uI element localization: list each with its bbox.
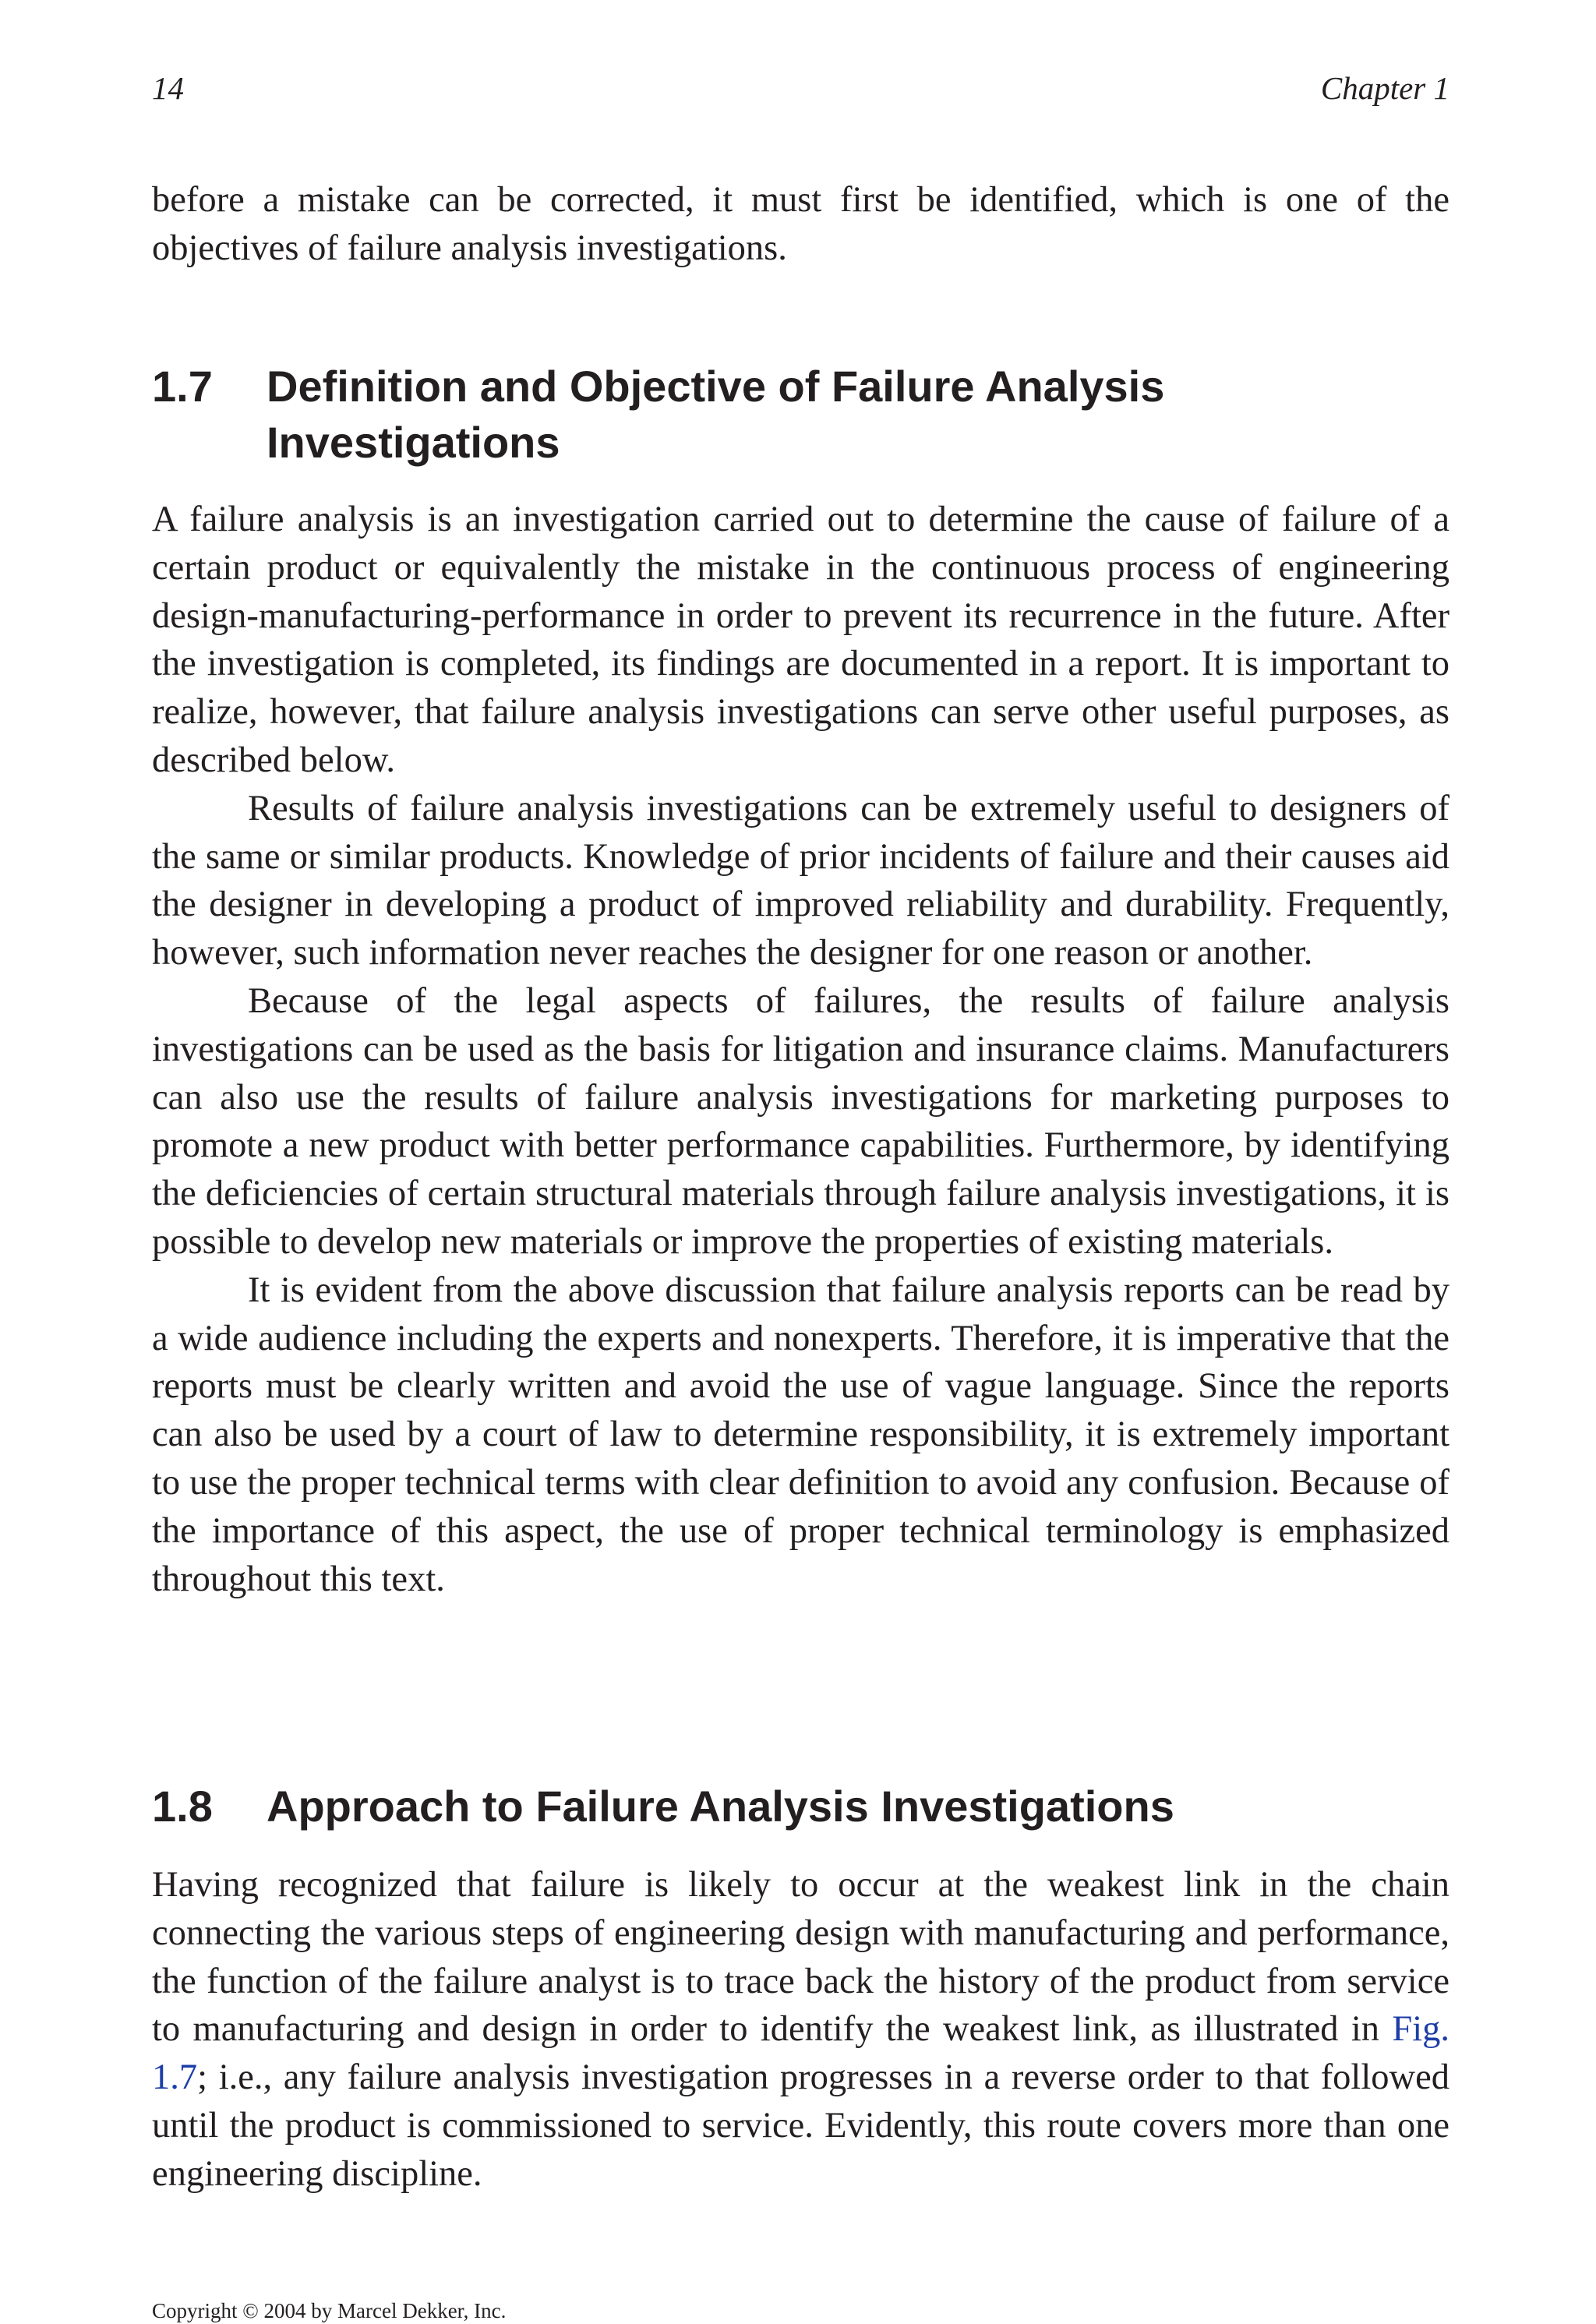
paragraph: It is evident from the above discussion that failure analysis reports can be read by a wide audience including the experts and nonexperts. Therefore, it is imperative that the reports must be clearly written and avoid the use of vague language. Since the reports can also be used by a court of law to determine responsibility, it is extremely important to use the proper technical terms with clear definition to avoid any confusion. Because of the importance of this aspect, the use of proper technical terminology is emphasized throughout this text.	[152, 1270, 1449, 1599]
section-heading-1-7	[152, 358, 1449, 471]
paragraph-text: Having recognized that failure is likely to occur at the weakest link in the chain connecting the various steps of engineering design with manufacturing and performance, the function of the failure analyst is to trace back the history of the product from service to manufacturing and design in order to identify the weakest link, as illustrated in	[152, 1865, 1449, 2050]
copyright-footer: Copyright © 2004 by Marcel Dekker, Inc.	[152, 2299, 507, 2322]
section-title: Definition and Objective of Failure Analysis Investigations	[267, 362, 1165, 467]
page-number: 14	[152, 70, 184, 106]
book-page	[152, 0, 1449, 2322]
running-head	[152, 69, 1449, 108]
paragraph: Because of the legal aspects of failures, the results of failure analysis investigations can be used as the basis for litigation and insurance claims. Manufacturers can also use the results of failure analysis investigations for marketing purposes to promote a new product with better performance capabilities. Furthermore, by identifying the deficiencies of certain structural materials through failure analysis investigations, it is possible to develop new materials or improve the properties of existing materials.	[152, 980, 1449, 1262]
section-1-8-body	[152, 1861, 1449, 2199]
section-number: 1.7	[152, 362, 213, 411]
paragraph	[152, 1861, 1449, 2199]
section-title: Approach to Failure Analysis Investigations	[267, 1782, 1174, 1831]
figure-reference-link[interactable]: Fig. 1.7	[152, 2009, 1449, 2098]
paragraph: A failure analysis is an investigation carried out to determine the cause of failure of a certain product or equivalently the mistake in the continuous process of engineering design-manufacturing-performance in order to prevent its recurrence in the future. After the investigation is completed, its findings are documented in a report. It is important to realize, however, that failure analysis investigations can serve other useful purposes, as described below.	[152, 500, 1449, 780]
opening-paragraph: before a mistake can be corrected, it must first be identified, which is one of the objectives of failure analysis investigations.	[152, 180, 1449, 268]
chapter-label: Chapter 1	[1320, 70, 1449, 106]
paragraph-text: ; i.e., any failure analysis investigation progresses in a reverse order to that followed until the product is commissioned to service. Evidently, this route covers more than one engineering discipline.	[152, 2057, 1449, 2194]
section-1-7-body	[152, 496, 1449, 1603]
section-number: 1.8	[152, 1782, 213, 1831]
section-heading-1-8	[152, 1778, 1449, 1835]
paragraph: Results of failure analysis investigations can be extremely useful to designers of the same or similar products. Knowledge of prior incidents of failure and their causes aid the designer in developing a product of improved reliability and durability. Frequently, however, such information never reaches the designer for one reason or another.	[152, 788, 1449, 973]
opening-paragraph-block	[152, 176, 1449, 273]
